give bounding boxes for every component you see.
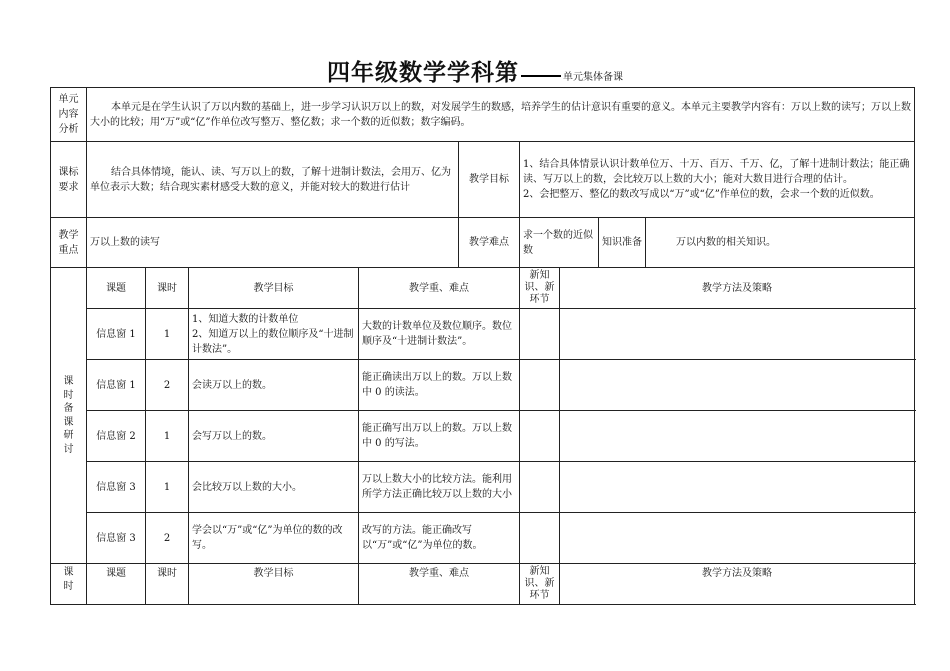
- difficulty-label: 教学难点: [459, 218, 520, 268]
- lesson-plan-table: [50, 87, 915, 605]
- teaching-goal-label: 教学目标: [459, 142, 520, 218]
- header-hours: 课时: [146, 268, 189, 309]
- table-row: [51, 411, 915, 462]
- row-new-knowledge: [520, 411, 560, 462]
- row-method: [560, 462, 915, 513]
- standards-row: [51, 142, 915, 218]
- row-hours: 1: [146, 411, 189, 462]
- row-key-difficulty: 改写的方法。能正确改写以“万”或“亿”为单位的数。: [359, 513, 520, 564]
- row-goal: 1、知道大数的计数单位 2、知道万以上的数位顺序及“十进制计数法”。: [189, 309, 359, 360]
- header-topic: 课题: [87, 268, 146, 309]
- unit-analysis-label: 单元内容分析: [51, 88, 87, 142]
- row-new-knowledge: [520, 360, 560, 411]
- header-method-2: 教学方法及策略: [560, 564, 915, 605]
- second-section-label: 课时: [51, 564, 87, 605]
- row-method: [560, 309, 915, 360]
- row-new-knowledge: [520, 462, 560, 513]
- header-new-knowledge: 新知识、新环节: [520, 268, 560, 309]
- header-topic-2: 课题: [87, 564, 146, 605]
- header-key-difficulty-2: 教学重、难点: [359, 564, 520, 605]
- row-method: [560, 513, 915, 564]
- row-hours: 2: [146, 360, 189, 411]
- header-method: 教学方法及策略: [560, 268, 915, 309]
- second-header-row: [51, 564, 915, 605]
- row-topic: 信息窗 2: [87, 411, 146, 462]
- teaching-goal-text: 1、结合具体情景认识计数单位万、十万、百万、千万、亿，了解十进制计数法；能正确读、写万以上的数，会比较万以上数的大小；能对大数目进行合理的估计。 2、会把整万、整亿的数改写成以“万”或“亿”作单位的数，会求一个数的近似数。: [520, 142, 915, 218]
- row-goal: 学会以“万”或“亿”为单位的数的改写。: [189, 513, 359, 564]
- standards-label: 课标要求: [51, 142, 87, 218]
- preparation-label: 知识准备: [599, 218, 646, 268]
- row-key-difficulty: 能正确读出万以上的数。万以上数中 0 的读法。: [359, 360, 520, 411]
- table-row: [51, 513, 915, 564]
- row-goal: 会写万以上的数。: [189, 411, 359, 462]
- row-topic: 信息窗 3: [87, 513, 146, 564]
- title-main: 四年级数学学科第: [327, 60, 519, 86]
- header-goal: 教学目标: [189, 268, 359, 309]
- row-goal: 会读万以上的数。: [189, 360, 359, 411]
- row-key-difficulty: 万以上数大小的比较方法。能利用所学方法正确比较万以上数的大小: [359, 462, 520, 513]
- header-goal-2: 教学目标: [189, 564, 359, 605]
- lesson-header-row: [51, 268, 915, 309]
- row-topic: 信息窗 1: [87, 360, 146, 411]
- row-key-difficulty: 大数的计数单位及数位顺序。数位顺序及“十进制计数法”。: [359, 309, 520, 360]
- header-hours-2: 课时: [146, 564, 189, 605]
- preparation-text: 万以内数的相关知识。: [646, 218, 915, 268]
- table-row: [51, 360, 915, 411]
- key-point-text: 万以上数的读写: [87, 218, 459, 268]
- row-new-knowledge: [520, 513, 560, 564]
- focus-row: [51, 218, 915, 268]
- row-new-knowledge: [520, 309, 560, 360]
- key-point-label: 教学重点: [51, 218, 87, 268]
- row-hours: 1: [146, 309, 189, 360]
- unit-number-blank: [521, 75, 561, 77]
- standards-text: 结合具体情境，能认、读、写万以上的数，了解十进制计数法，会用万、亿为单位表示大数；结合现实素材感受大数的意义，并能对较大的数进行估计: [87, 142, 459, 218]
- title-suffix: 单元集体备课: [563, 72, 623, 83]
- table-row: [51, 309, 915, 360]
- row-topic: 信息窗 3: [87, 462, 146, 513]
- difficulty-text: 求一个数的近似数: [520, 218, 599, 268]
- header-new-knowledge-2: 新知识、新环节: [520, 564, 560, 605]
- unit-analysis-text: 本单元是在学生认识了万以内数的基础上，进一步学习认识万以上的数，对发展学生的数感，培养学生的估计意识有重要的意义。本单元主要教学内容有：万以上数的读写；万以上数大小的比较；用“万”或“亿”作单位改写整万、整亿数；求一个数的近似数；数字编码。: [87, 88, 915, 142]
- row-topic: 信息窗 1: [87, 309, 146, 360]
- row-key-difficulty: 能正确写出万以上的数。万以上数中 0 的写法。: [359, 411, 520, 462]
- header-key-difficulty: 教学重、难点: [359, 268, 520, 309]
- row-method: [560, 411, 915, 462]
- lesson-section-label: 课时备课研讨: [51, 268, 87, 564]
- row-hours: 1: [146, 462, 189, 513]
- row-hours: 2: [146, 513, 189, 564]
- table-row: [51, 462, 915, 513]
- document-title: [0, 54, 950, 87]
- row-goal: 会比较万以上数的大小。: [189, 462, 359, 513]
- unit-analysis-row: [51, 88, 915, 142]
- row-method: [560, 360, 915, 411]
